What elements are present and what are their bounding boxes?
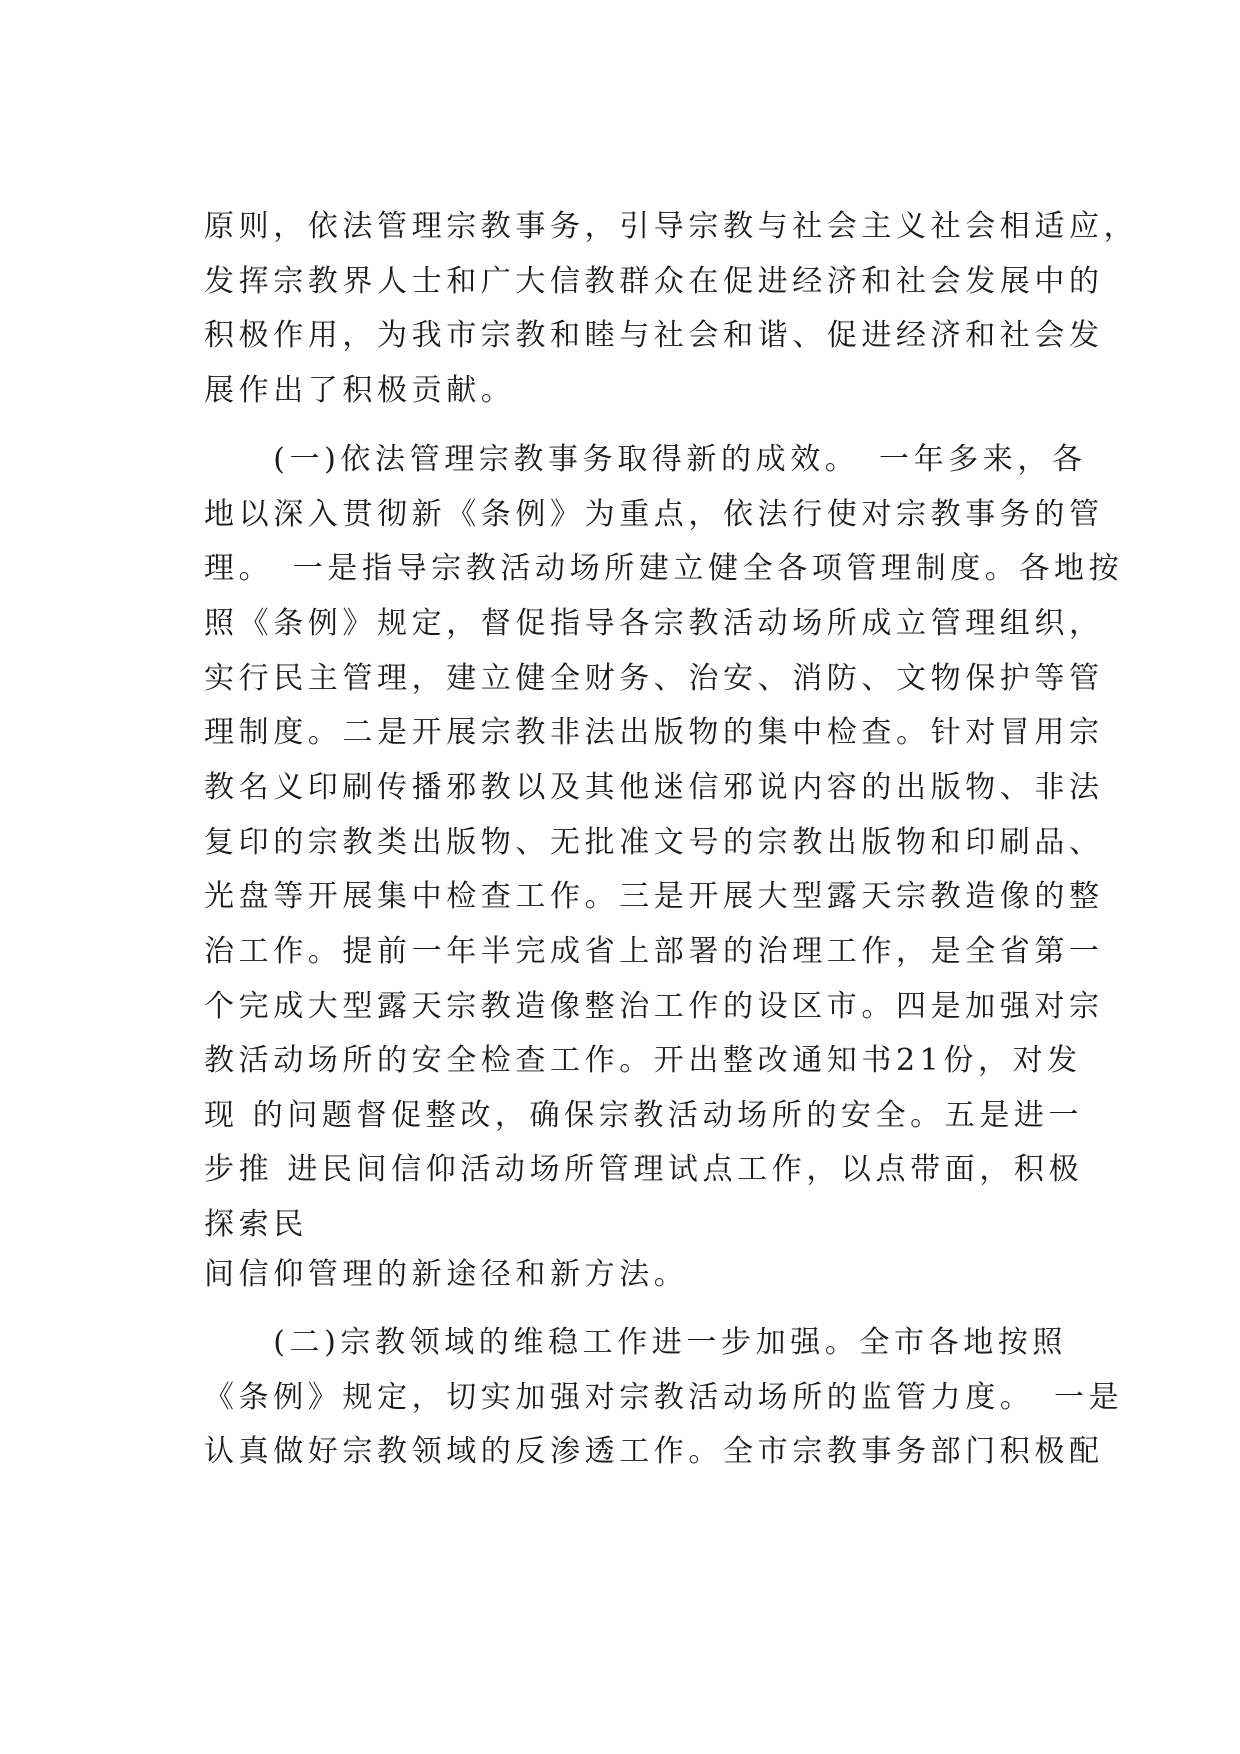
text-line: (一)依法管理宗教事务取得新的成效。 一年多来，各 xyxy=(204,442,1087,477)
text-line: 实行民主管理，建立健全财务、治安、消防、文物保护等管 xyxy=(204,661,1104,696)
text-line: 步推 进民间信仰活动场所管理试点工作，以点带面，积极 xyxy=(204,1152,1084,1187)
text-line: 理制度。二是开展宗教非法出版物的集中检查。针对冒用宗 xyxy=(204,715,1104,750)
text-line: 间信仰管理的新途径和新方法。 xyxy=(204,1257,689,1292)
text-line: 现 的问题督促整改，确保宗教活动场所的安全。五是进一 xyxy=(204,1098,1084,1133)
text-line: 教名义印刷传播邪教以及其他迷信邪说内容的出版物、非法 xyxy=(204,770,1104,805)
text-line: (二)宗教领域的维稳工作进一步加强。全市各地按照 xyxy=(204,1325,1068,1360)
text-line: 探索民 xyxy=(204,1207,308,1242)
text-line: 照《条例》规定，督促指导各宗教活动场所成立管理组织， xyxy=(204,606,1104,641)
text-line: 认真做好宗教领域的反渗透工作。全市宗教事务部门积极配 xyxy=(204,1434,1104,1469)
text-line: 地以深入贯彻新《条例》为重点，依法行使对宗教事务的管 xyxy=(204,497,1104,532)
text-line: 复印的宗教类出版物、无批准文号的宗教出版物和印刷品、 xyxy=(204,825,1104,860)
text-line: 发挥宗教界人士和广大信教群众在促进经济和社会发展中的 xyxy=(204,264,1104,299)
text-line: 原则，依法管理宗教事务，引导宗教与社会主义社会相适应， xyxy=(204,209,1139,244)
text-line: 《条例》规定，切实加强对宗教活动场所的监管力度。 一是 xyxy=(204,1380,1124,1415)
text-line: 光盘等开展集中检查工作。三是开展大型露天宗教造像的整 xyxy=(204,879,1104,914)
text-line: 积极作用，为我市宗教和睦与社会和谐、促进经济和社会发 xyxy=(204,318,1104,353)
text-line: 展作出了积极贡献。 xyxy=(204,373,516,408)
text-line: 个完成大型露天宗教造像整治工作的设区市。四是加强对宗 xyxy=(204,989,1104,1024)
text-line: 教活动场所的安全检查工作。开出整改通知书21份，对发 xyxy=(204,1043,1082,1078)
text-line: 理。 一是指导宗教活动场所建立健全各项管理制度。各地按 xyxy=(204,551,1124,586)
text-line: 治工作。提前一年半完成省上部署的治理工作，是全省第一 xyxy=(204,934,1104,969)
